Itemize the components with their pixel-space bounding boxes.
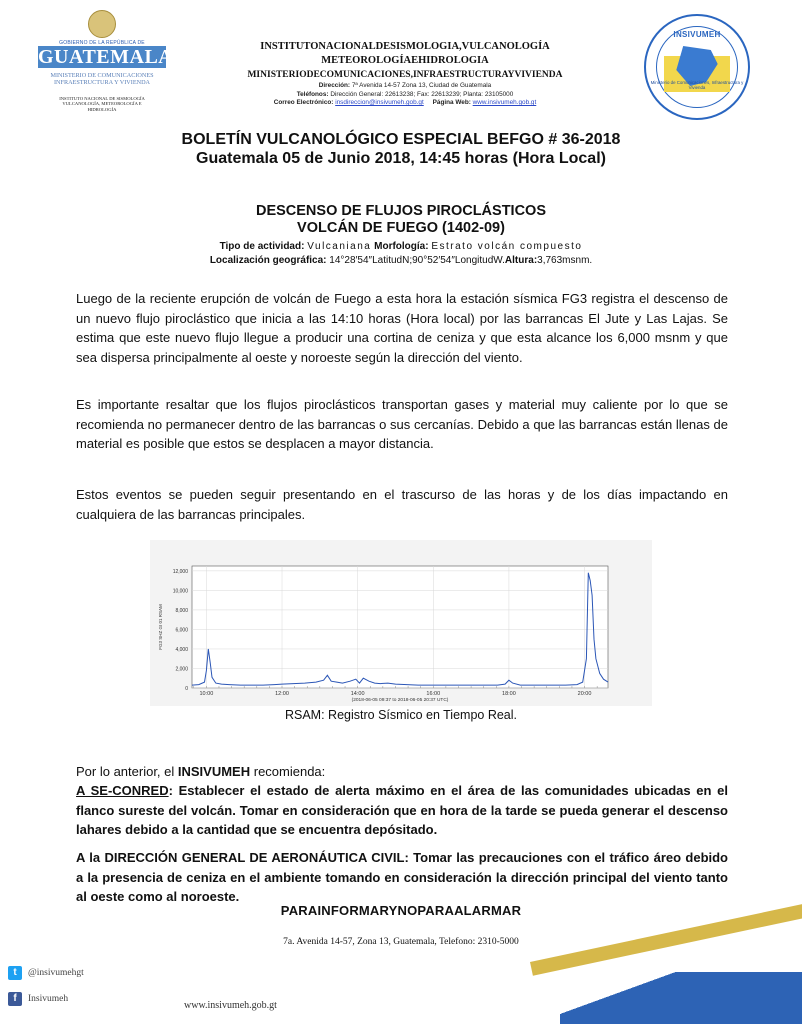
paragraph-3: Estos eventos se pueden seguir presentando en el trascurso de las horas y de los días impactando en cualquiera de las barrancas principales. xyxy=(76,487,728,522)
y-axis-label: FG3 SHZ GI 01 RSAM xyxy=(158,604,163,650)
letterhead xyxy=(170,40,640,108)
insivumeh-logo-title: INSIVUMEH xyxy=(673,30,721,39)
footer-decoration xyxy=(560,972,802,1024)
y-tick-label: 12,000 xyxy=(172,568,188,575)
letterhead-phones: Teléfonos: Dirección General: 22613238; Fax: 22613239; Planta: 23105000 xyxy=(296,90,514,98)
x-axis-label: (2018-06-05 09:37 to 2018-06-05 20:37 UTC) xyxy=(351,698,449,703)
paragraph-1: Luego de la reciente erupción de volcán de Fuego a esta hora la estación sísmica FG3 registra el descenso de un nuevo flujo piroclástico que inicia a las 14:10 horas (Hora local) por las barrancas El Jute y Las Lajas. Se estima que este nuevo flujo llegue a producir una cortina de ceniza y que esta alcance los 6,000 msnm y que sea dispersa principalmente al oeste y noroeste según la dirección del viento. xyxy=(76,291,728,365)
x-tick-label: 18:00 xyxy=(502,691,516,697)
recommendation-conred: A SE-CONRED: Establecer el estado de alerta máximo en el área de las comunidades ubicadas en el flanco sureste del volcán. Tomar en consideración que en hora de la tarde se pueda generar el descenso lahares debido a la cantidad que se encuentra depósitado. xyxy=(76,783,728,837)
ministry-text: MINISTERIO DE COMUNICACIONES INFRAESTRUCTURA Y VIVIENDA xyxy=(50,72,154,86)
gov-name: GUATEMALA xyxy=(38,46,174,68)
letterhead-address: Dirección: 7ª Avenida 14-57 Zona 13, Ciudad de Guatemala xyxy=(318,82,492,89)
plot-area xyxy=(192,566,608,688)
letterhead-line1: INSTITUTONACIONALDESISMOLOGIA,VULCANOLOGÍA xyxy=(260,41,550,52)
recommendation-intro: Por lo anterior, el INSIVUMEH recomienda: xyxy=(76,764,326,779)
x-tick-label: 14:00 xyxy=(350,691,365,697)
letterhead-line3: MINISTERIODECOMUNICACIONES,INFRAESTRUCTURAYVIVIENDA xyxy=(247,70,563,80)
bulletin-title: BOLETÍN VULCANOLÓGICO ESPECIAL BEFGO # 36-2018 Guatemala 05 de Junio 2018, 14:45 horas (Hora Local) xyxy=(181,131,621,167)
gov-top-text: GOBIERNO DE LA REPÚBLICA DE xyxy=(59,40,145,46)
email-link[interactable]: insdireccion@insivumeh.gob.gt xyxy=(335,99,424,107)
x-tick-label: 20:00 xyxy=(577,691,592,697)
chart-caption: RSAM: Registro Sísmico en Tiempo Real. xyxy=(284,708,518,722)
twitter-link[interactable]: t @insivumehgt xyxy=(8,966,84,980)
insivumeh-logo xyxy=(644,14,750,120)
x-tick-label: 12:00 xyxy=(275,691,289,697)
x-tick-label: 10:00 xyxy=(199,691,214,697)
y-tick-label: 8,000 xyxy=(175,607,188,614)
footer-address: 7a. Avenida 14-57, Zona 13, Guatemala, Telefono: 2310-5000 xyxy=(283,937,519,947)
y-tick-label: 10,000 xyxy=(172,588,188,595)
facebook-link[interactable]: f Insivumeh xyxy=(8,992,68,1006)
twitter-icon: t xyxy=(8,966,22,980)
paragraph-2: Es importante resaltar que los flujos piroclásticos transportan gases y material muy caliente por lo que se recomienda no permanecer dentro de las barrancas o sus cercanías. Debido a que las barrancas están llenas de material es posible que estos se desplacen a mayor distancia. xyxy=(76,397,728,451)
location-line: Localización geográfica: 14°28′54″LatitudN;90°52′54″LongitudW.Altura:3,763msnm. xyxy=(209,255,593,266)
letterhead-contact: Correo Electrónico: insdireccion@insivumeh.gob.gt Página Web: www.insivumeh.gob.gt xyxy=(273,99,537,107)
rsam-chart-svg xyxy=(150,540,652,706)
recommendation-dgac: A la DIRECCIÓN GENERAL DE AERONÁUTICA CIVIL: Tomar las precauciones con el tráfico áreo debido a la presencia de ceniza en el ambiente tomando en consideración la dirección principal del viento tanto al oeste como al noroeste. xyxy=(76,850,728,904)
insivumeh-logo-ring-text: Ministerio de Comunicaciones, Infraestructura y Vivienda xyxy=(650,80,744,90)
y-tick-label: 0 xyxy=(185,686,188,692)
letterhead-line2: METEOROLOGÍAEHIDROLOGIA xyxy=(321,55,489,66)
institute-text: INSTITUTO NACIONAL DE SISMOLOGÍA VULCANOLOGÍA, METEOROLOGÍA E HIDROLOGÍA xyxy=(59,96,145,112)
coat-of-arms-icon xyxy=(88,10,116,38)
y-tick-label: 6,000 xyxy=(175,627,188,634)
rsam-chart xyxy=(150,540,652,706)
y-tick-label: 4,000 xyxy=(175,646,188,653)
y-tick-label: 2,000 xyxy=(175,666,188,673)
activity-line: Tipo de actividad: Vulcaniana Morfología: Estrato volcán compuesto xyxy=(219,241,583,252)
website-link[interactable]: www.insivumeh.gob.gt xyxy=(184,1000,277,1011)
facebook-icon: f xyxy=(8,992,22,1006)
government-logo xyxy=(38,10,174,116)
x-tick-label: 16:00 xyxy=(426,691,441,697)
volcano-metadata xyxy=(0,240,802,268)
event-title: DESCENSO DE FLUJOS PIROCLÁSTICOS VOLCÁN DE FUEGO (1402-09) xyxy=(255,203,547,236)
slogan: PARAINFORMARYNOPARAALARMAR xyxy=(280,903,522,918)
web-link[interactable]: www.insivumeh.gob.gt xyxy=(472,99,537,107)
